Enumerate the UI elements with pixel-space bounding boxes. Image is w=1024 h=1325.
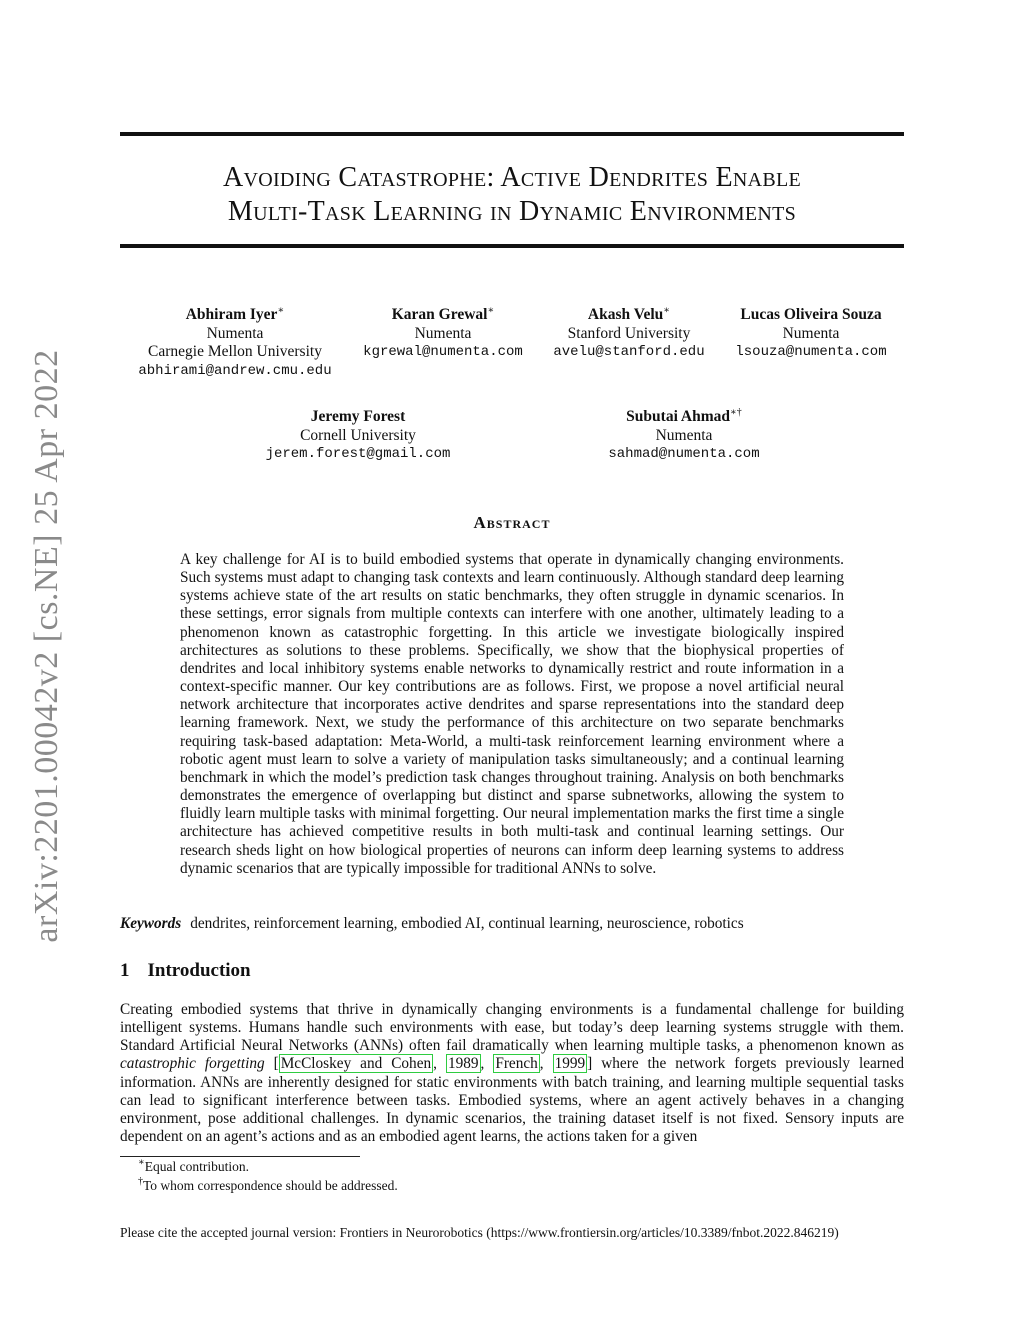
paper-title-line-1: Avoiding Catastrophe: Active Dendrites Enable — [222, 162, 802, 193]
citation-year-link[interactable]: 1999 — [554, 1055, 586, 1073]
keywords-line — [120, 915, 744, 933]
author-email[interactable]: abhirami@andrew.cmu.edu — [138, 362, 332, 379]
author-block-velu — [553, 306, 704, 362]
author-name: Subutai Ahmad∗† — [626, 407, 742, 425]
keywords-text: dendrites, reinforcement learning, embodied AI, continual learning, neuroscience, robotics — [190, 915, 744, 932]
author-email[interactable]: sahmad@numenta.com — [608, 446, 760, 463]
footnote-rule — [120, 1156, 360, 1157]
citation-note: Please cite the accepted journal version: Frontiers in Neurorobotics (https://www.frontiersin.org/articles/10.3389/fnbot.2022.846219) — [120, 1225, 839, 1240]
citation-link-mccloskey[interactable]: McCloskey and Cohen — [280, 1055, 432, 1073]
author-affiliation: Numenta — [206, 324, 264, 342]
keywords-label: Keywords — [120, 915, 182, 932]
author-name: Karan Grewal∗ — [391, 305, 495, 323]
abstract-text: A key challenge for AI is to build embodied systems that operate in dynamically changing environments. Such systems must adapt to changing task contexts and learn continuously. Although standard deep learning systems achieve state of the art results on static benchmarks, they often struggle in dynamic scenarios. In these settings, error signals from multiple contexts can interfere with one another, ultimately leading to a phenomenon known as catastrophic forgetting. In this article we investigate biologically inspired architectures as solutions to these problems. Specifically, we show that the biophysical properties of dendrites and local inhibitory systems enable networks to dynamically restrict and route information in a context-specific manner. Our key contributions are as follows. First, we propose a novel artificial neural network architecture that incorporates active dendrites and sparse representations into the standard deep learning framework. Next, we study the performance of this architecture on two separate benchmarks requiring task-based adaptation: Meta-World, a multi-task reinforcement learning environment where a robotic agent must learn to solve a variety of manipulation tasks simultaneously; and a continual learning benchmark in which the model’s prediction task changes throughout training. Analysis on both benchmarks demonstrates the emergence of overlapping but distinct and sparse subnetworks, allowing the system to fluidly learn multiple tasks with minimal forgetting. Our neural implementation marks the first time a single architecture has achieved competitive results in both multi-task and continual learning settings. Our research sheds light on how biological properties of neurons can inform deep learning systems to address dynamic scenarios that are typically impossible for traditional ANNs to solve. — [180, 551, 844, 877]
author-block-souza — [735, 306, 886, 362]
author-block-forest — [266, 408, 451, 464]
author-affiliation: Numenta — [414, 324, 472, 342]
author-name: Jeremy Forest — [310, 408, 406, 425]
author-affiliation: Numenta — [782, 324, 840, 342]
citation-year-link[interactable]: 1989 — [447, 1055, 479, 1073]
author-email[interactable]: lsouza@numenta.com — [735, 344, 887, 361]
footnote-correspondence: †To whom correspondence should be addressed. — [138, 1176, 398, 1193]
title-top-rule — [120, 132, 904, 136]
paper-title-line-2: Multi-Task Learning in Dynamic Environments — [227, 196, 797, 227]
author-affiliation: Cornell University — [300, 426, 416, 444]
title-bottom-rule — [120, 244, 904, 248]
author-affiliation: Stanford University — [567, 324, 691, 342]
section-heading-introduction — [120, 960, 251, 982]
author-email[interactable]: kgrewal@numenta.com — [363, 344, 523, 361]
abstract-heading: Abstract — [473, 513, 551, 532]
citation-link-french[interactable]: French — [495, 1055, 538, 1073]
author-block-ahmad — [608, 408, 759, 464]
section-number: 1 — [120, 960, 130, 981]
author-email[interactable]: avelu@stanford.edu — [553, 344, 705, 361]
author-affiliation: Carnegie Mellon University — [148, 343, 322, 361]
author-block-grewal — [363, 306, 523, 362]
footnote-equal-contribution: ∗Equal contribution. — [138, 1157, 250, 1174]
introduction-paragraph: Creating embodied systems that thrive in dynamically changing environments is a fundamental challenge for building intelligent systems. Humans handle such environments with ease, but today’s deep learning systems struggle with them. Standard Artificial Neural Networks (ANNs) often fail dramatically when learning multiple tasks, a phenomenon known as catastrophic forgetting [ McCloskey and Cohen , 1989 , French , 1999 ] where the network forgets previously learned information. ANNs are inherently designed for static environments with batch training, and learning multiple sequential tasks can lead to significant interference between tasks. Embodied systems, where an agent actively behaves in a changing environment, pose additional challenges. In dynamic scenarios, the training dataset itself is not fixed. Sensory inputs are dependent on an agent’s actions and as an embodied agent learns, the actions taken for a given — [120, 1001, 904, 1146]
author-name: Akash Velu∗ — [587, 305, 671, 323]
arxiv-stamp: arXiv:2201.00042v2 [cs.NE] 25 Apr 2022 — [28, 349, 65, 943]
section-title: Introduction — [147, 960, 251, 981]
author-name: Abhiram Iyer∗ — [185, 305, 285, 323]
author-block-iyer — [138, 306, 331, 380]
author-name: Lucas Oliveira Souza — [740, 306, 882, 323]
author-affiliation: Numenta — [655, 426, 713, 444]
italic-term: catastrophic forgetting — [120, 1055, 265, 1073]
author-email[interactable]: jerem.forest@gmail.com — [265, 446, 451, 463]
